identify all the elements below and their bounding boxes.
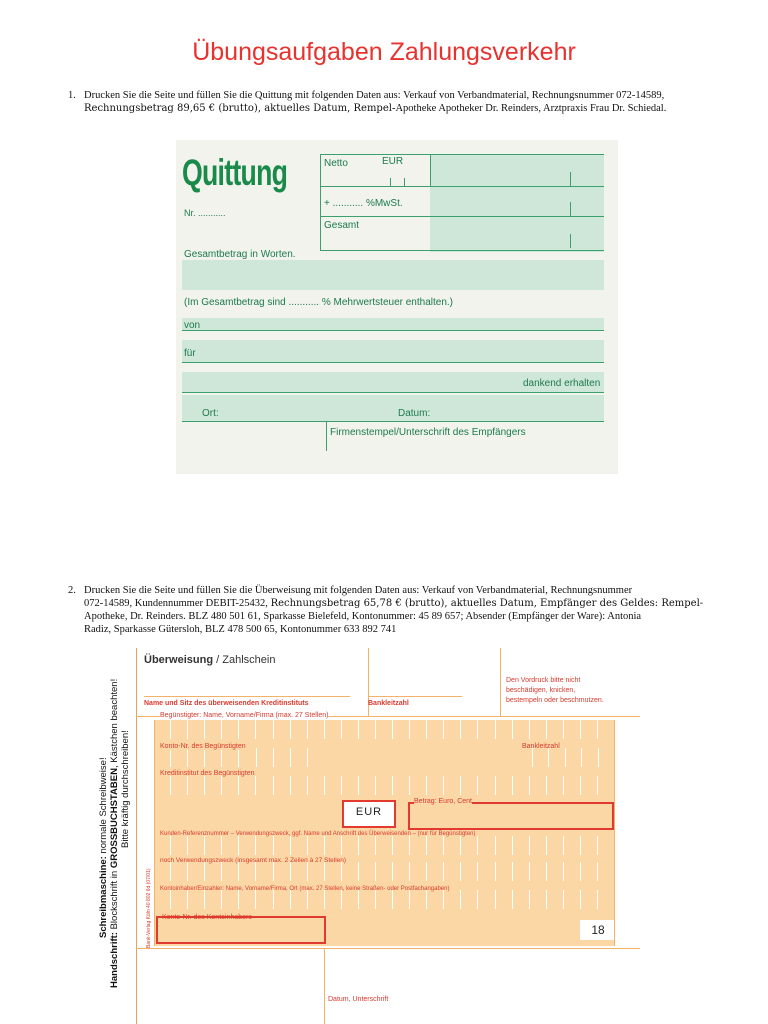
frame-line-bottom bbox=[136, 948, 640, 949]
side-text-2a: Handschrift: bbox=[109, 932, 120, 988]
char-cell[interactable] bbox=[221, 720, 238, 739]
char-cell[interactable] bbox=[170, 748, 187, 767]
char-cell[interactable] bbox=[187, 748, 204, 767]
char-cell[interactable] bbox=[307, 862, 324, 881]
char-cell[interactable] bbox=[273, 748, 290, 767]
char-cell[interactable] bbox=[477, 862, 494, 881]
char-cell[interactable] bbox=[204, 862, 221, 881]
char-cell[interactable] bbox=[187, 836, 204, 855]
ueberweisung-title-rest: / Zahlschein bbox=[213, 654, 276, 666]
task-2-number: 2. bbox=[68, 585, 76, 596]
char-cell[interactable] bbox=[529, 890, 546, 909]
char-cell[interactable] bbox=[477, 776, 494, 795]
quittung-worten-label: Gesamtbetrag in Worten. bbox=[184, 249, 296, 260]
ueberweisung-form bbox=[96, 648, 640, 1024]
char-cell[interactable] bbox=[392, 890, 409, 909]
char-cell[interactable] bbox=[565, 748, 582, 767]
task-1 bbox=[68, 89, 724, 115]
char-cell[interactable] bbox=[529, 862, 546, 881]
task-2-line-1: Drucken Sie die Seite und füllen Sie die Überweisung mit folgenden Daten aus: Verkauf von Verbandmaterial, Rechnungsnummer bbox=[84, 585, 633, 596]
quittung-mwst-label: + ........... %MwSt. bbox=[324, 198, 403, 209]
char-cell[interactable] bbox=[273, 776, 290, 795]
char-cell[interactable] bbox=[495, 720, 512, 739]
char-cell[interactable] bbox=[409, 776, 426, 795]
char-cell[interactable] bbox=[529, 776, 546, 795]
char-cell[interactable] bbox=[307, 836, 324, 855]
char-cell[interactable] bbox=[546, 836, 563, 855]
char-cell[interactable] bbox=[341, 890, 358, 909]
panel-left-edge bbox=[154, 720, 155, 946]
char-cell[interactable] bbox=[532, 748, 549, 767]
blz-line bbox=[368, 696, 462, 697]
quittung-divider-netto bbox=[430, 154, 431, 186]
char-cell[interactable] bbox=[580, 862, 597, 881]
char-cell[interactable] bbox=[358, 862, 375, 881]
char-cell[interactable] bbox=[548, 748, 565, 767]
char-cell[interactable] bbox=[221, 776, 238, 795]
char-cell[interactable] bbox=[580, 890, 597, 909]
char-cell[interactable] bbox=[324, 720, 341, 739]
quittung-band-ort bbox=[182, 395, 604, 421]
char-cell[interactable] bbox=[426, 720, 443, 739]
char-cell[interactable] bbox=[170, 890, 187, 909]
ueberweisung-title-bold: Überweisung bbox=[144, 654, 214, 666]
char-cell[interactable] bbox=[154, 748, 170, 767]
task-2 bbox=[68, 584, 724, 636]
task-2-line-2 bbox=[84, 597, 724, 610]
quittung-fuer-label: für bbox=[184, 348, 196, 359]
char-cell[interactable] bbox=[529, 720, 546, 739]
kontoinhaber-cells[interactable] bbox=[154, 890, 614, 909]
char-cell[interactable] bbox=[597, 836, 614, 855]
side-text-schreibmaschine bbox=[98, 757, 109, 938]
kontoinhaber-label: Kontoinhaber/Einzahler: Name, Vorname/Firma, Ort (max. 27 Stellen, keine Straßen- oder Postfachangaben) bbox=[160, 886, 450, 892]
quittung-band-fuer bbox=[182, 340, 604, 362]
task-1-bold: Rechnungsbetrag 89,65 € (brutto), aktuelles Datum, Rempel bbox=[84, 103, 392, 114]
char-cell[interactable] bbox=[375, 890, 392, 909]
char-cell[interactable] bbox=[529, 836, 546, 855]
char-cell[interactable] bbox=[580, 776, 597, 795]
quittung-tick-3 bbox=[570, 172, 571, 186]
datum-unterschrift-label: Datum, Unterschrift bbox=[328, 996, 389, 1003]
char-cell[interactable] bbox=[221, 748, 238, 767]
quittung-divider-stempel bbox=[326, 421, 327, 451]
name-sitz-label: Name und Sitz des überweisenden Kreditinstituts bbox=[144, 700, 309, 707]
char-cell[interactable] bbox=[409, 862, 426, 881]
char-cell[interactable] bbox=[392, 836, 409, 855]
char-cell[interactable] bbox=[443, 776, 460, 795]
char-cell[interactable] bbox=[204, 720, 221, 739]
eur-label: EUR bbox=[355, 806, 383, 818]
char-cell[interactable] bbox=[477, 836, 494, 855]
char-cell[interactable] bbox=[290, 720, 307, 739]
notice-line-3: bestempeln oder beschmutzen. bbox=[506, 697, 604, 704]
bankleitzahl-label: Bankleitzahl bbox=[368, 700, 409, 707]
char-cell[interactable] bbox=[477, 720, 494, 739]
char-cell[interactable] bbox=[307, 890, 324, 909]
quittung-ort-label: Ort: bbox=[202, 408, 219, 419]
char-cell[interactable] bbox=[307, 776, 324, 795]
quittung-words-band bbox=[182, 260, 604, 290]
char-cell[interactable] bbox=[238, 836, 255, 855]
char-cell[interactable] bbox=[204, 776, 221, 795]
char-cell[interactable] bbox=[460, 776, 477, 795]
kunden-referenz-cells[interactable] bbox=[154, 836, 614, 855]
quittung-eur-label: EUR bbox=[382, 156, 404, 167]
quittung-von-label: von bbox=[184, 320, 201, 331]
task-1-line-2-rest: -Apotheke Apotheker Dr. Reinders, Arztpraxis Frau Dr. Schiedal. bbox=[391, 103, 667, 114]
char-cell[interactable] bbox=[477, 890, 494, 909]
char-cell[interactable] bbox=[495, 862, 512, 881]
char-cell[interactable] bbox=[392, 776, 409, 795]
quittung-tick-5 bbox=[570, 234, 571, 248]
char-cell[interactable] bbox=[443, 720, 460, 739]
char-cell[interactable] bbox=[392, 720, 409, 739]
char-cell[interactable] bbox=[597, 776, 614, 795]
char-cell[interactable] bbox=[324, 836, 341, 855]
char-cell[interactable] bbox=[460, 862, 477, 881]
konto-beguenstigter-cells[interactable] bbox=[154, 748, 324, 767]
betrag-label: Betrag: Euro, Cent bbox=[414, 798, 472, 805]
frame-divider-blz-right bbox=[500, 648, 501, 716]
quittung-netto-label: Netto bbox=[324, 158, 348, 169]
blz-beguenstigter-cells[interactable] bbox=[516, 748, 614, 767]
char-cell[interactable] bbox=[238, 720, 255, 739]
char-cell[interactable] bbox=[204, 836, 221, 855]
char-cell[interactable] bbox=[221, 890, 238, 909]
ueberweisung-notice bbox=[506, 676, 604, 706]
verlag-note: Bank-Verlag Köln 40 802 6d (07/01) bbox=[146, 868, 152, 948]
char-cell[interactable] bbox=[154, 890, 170, 909]
char-cell[interactable] bbox=[154, 836, 170, 855]
char-cell[interactable] bbox=[307, 748, 324, 767]
char-cell[interactable] bbox=[580, 836, 597, 855]
quittung-line-netto bbox=[320, 186, 604, 187]
side-text-kraeftig: Bitte kräftig durchschreiben! bbox=[120, 730, 131, 848]
quittung-dankend-label: dankend erhalten bbox=[523, 378, 601, 389]
kreditinstitut-cells[interactable] bbox=[154, 776, 614, 795]
char-cell[interactable] bbox=[598, 748, 615, 767]
char-cell[interactable] bbox=[154, 862, 170, 881]
char-cell[interactable] bbox=[443, 862, 460, 881]
quittung-line-dankend bbox=[182, 392, 604, 393]
char-cell[interactable] bbox=[563, 776, 580, 795]
quittung-band-von bbox=[182, 318, 604, 330]
char-cell[interactable] bbox=[187, 720, 204, 739]
char-cell[interactable] bbox=[221, 836, 238, 855]
char-cell[interactable] bbox=[460, 890, 477, 909]
quittung-title: Quittung bbox=[182, 152, 288, 193]
quittung-line-gesamt bbox=[320, 250, 604, 251]
char-cell[interactable] bbox=[290, 748, 307, 767]
char-cell[interactable] bbox=[409, 720, 426, 739]
verwendungszweck-cells[interactable] bbox=[154, 862, 614, 881]
char-cell[interactable] bbox=[546, 720, 563, 739]
side-text-1-rest: normale Schreibweise! bbox=[98, 757, 109, 857]
task-2-line-4: Radiz, Sparkasse Gütersloh, BLZ 478 500 65, Kontonummer 633 892 741 bbox=[84, 624, 397, 635]
quittung-line-top bbox=[320, 154, 604, 155]
char-cell[interactable] bbox=[375, 836, 392, 855]
kunden-referenz-label: Kunden-Referenznummer – Verwendungszweck, ggf. Name und Anschrift des Überweisenden – (nur für Begünstigten) bbox=[160, 831, 476, 837]
char-cell[interactable] bbox=[341, 720, 358, 739]
char-cell[interactable] bbox=[375, 862, 392, 881]
quittung-tick-4 bbox=[570, 202, 571, 216]
char-cell[interactable] bbox=[495, 836, 512, 855]
char-cell[interactable] bbox=[255, 862, 272, 881]
char-cell[interactable] bbox=[563, 890, 580, 909]
char-cell[interactable] bbox=[426, 776, 443, 795]
task-1-line-2 bbox=[84, 102, 724, 115]
char-cell[interactable] bbox=[426, 890, 443, 909]
page-title: Übungsaufgaben Zahlungsverkehr bbox=[192, 38, 576, 66]
ueberweisung-title bbox=[144, 654, 275, 666]
frame-left bbox=[136, 648, 137, 1024]
beguenstigter-cells[interactable] bbox=[154, 720, 614, 739]
char-cell[interactable] bbox=[409, 836, 426, 855]
char-cell[interactable] bbox=[255, 776, 272, 795]
char-cell[interactable] bbox=[495, 776, 512, 795]
konto-inhaber-label: Konto-Nr. des Kontoinhabers bbox=[162, 914, 252, 921]
side-text-2d: , Kästchen beachten! bbox=[109, 678, 120, 769]
char-cell[interactable] bbox=[563, 720, 580, 739]
char-cell[interactable] bbox=[546, 890, 563, 909]
quittung-form bbox=[176, 140, 618, 474]
char-cell[interactable] bbox=[563, 836, 580, 855]
char-cell[interactable] bbox=[409, 890, 426, 909]
char-cell[interactable] bbox=[324, 890, 341, 909]
frame-divider-datum bbox=[324, 948, 325, 1024]
char-cell[interactable] bbox=[273, 836, 290, 855]
char-cell[interactable] bbox=[563, 862, 580, 881]
char-cell[interactable] bbox=[238, 862, 255, 881]
char-cell[interactable] bbox=[375, 720, 392, 739]
char-cell[interactable] bbox=[255, 890, 272, 909]
char-cell[interactable] bbox=[341, 776, 358, 795]
kreditinstitut-label: Kreditinstitut des Begünstigten bbox=[160, 770, 255, 777]
quittung-mwst-note: (Im Gesamtbetrag sind ........... % Mehrwertsteuer enthalten.) bbox=[184, 297, 453, 308]
char-cell[interactable] bbox=[358, 836, 375, 855]
char-cell[interactable] bbox=[341, 836, 358, 855]
quittung-tick-2 bbox=[404, 178, 405, 186]
char-cell[interactable] bbox=[170, 836, 187, 855]
quittung-line-mwst bbox=[320, 216, 604, 217]
char-cell[interactable] bbox=[290, 862, 307, 881]
char-cell[interactable] bbox=[426, 836, 443, 855]
char-cell[interactable] bbox=[597, 890, 614, 909]
char-cell[interactable] bbox=[512, 720, 529, 739]
char-cell[interactable] bbox=[460, 720, 477, 739]
char-cell[interactable] bbox=[324, 776, 341, 795]
char-cell[interactable] bbox=[170, 776, 187, 795]
char-cell[interactable] bbox=[443, 836, 460, 855]
char-cell[interactable] bbox=[154, 720, 170, 739]
char-cell[interactable] bbox=[273, 890, 290, 909]
quittung-line-ort bbox=[182, 421, 604, 422]
quittung-stempel-label: Firmenstempel/Unterschrift des Empfängers bbox=[330, 427, 526, 438]
char-cell[interactable] bbox=[512, 890, 529, 909]
beguenstigter-label: Begünstigter: Name, Vorname/Firma (max. 27 Stellen) bbox=[160, 712, 329, 719]
char-cell[interactable] bbox=[290, 836, 307, 855]
char-cell[interactable] bbox=[375, 776, 392, 795]
char-cell[interactable] bbox=[597, 720, 614, 739]
quittung-line-fuer bbox=[182, 362, 604, 363]
char-cell[interactable] bbox=[324, 862, 341, 881]
char-cell[interactable] bbox=[512, 862, 529, 881]
konto-beguenstigter-label: Konto-Nr. des Begünstigten bbox=[160, 743, 246, 750]
task-2-line-3: Apotheke, Dr. Reinders. BLZ 480 501 61, Sparkasse Bielefeld, Kontonummer: 45 89 657; Absender (Empfänger der Ware): Antonia bbox=[84, 611, 642, 622]
char-cell[interactable] bbox=[580, 720, 597, 739]
char-cell[interactable] bbox=[358, 890, 375, 909]
char-cell[interactable] bbox=[273, 862, 290, 881]
char-cell[interactable] bbox=[358, 776, 375, 795]
char-cell[interactable] bbox=[204, 890, 221, 909]
char-cell[interactable] bbox=[238, 890, 255, 909]
quittung-amount-shade bbox=[430, 154, 604, 252]
char-cell[interactable] bbox=[546, 862, 563, 881]
char-cell[interactable] bbox=[290, 776, 307, 795]
char-cell[interactable] bbox=[238, 776, 255, 795]
verwendungszweck-label: noch Verwendungszweck (insgesamt max. 2 Zeilen à 27 Stellen) bbox=[160, 857, 347, 864]
quittung-line-von bbox=[182, 330, 604, 331]
char-cell[interactable] bbox=[170, 720, 187, 739]
char-cell[interactable] bbox=[204, 748, 221, 767]
char-cell[interactable] bbox=[495, 890, 512, 909]
char-cell[interactable] bbox=[516, 748, 532, 767]
char-cell[interactable] bbox=[460, 836, 477, 855]
quittung-gesamt-label: Gesamt bbox=[324, 220, 360, 231]
char-cell[interactable] bbox=[358, 720, 375, 739]
notice-line-2: beschädigen, knicken, bbox=[506, 687, 576, 694]
char-cell[interactable] bbox=[341, 862, 358, 881]
side-text-1-bold: Schreibmaschine: bbox=[98, 856, 109, 938]
char-cell[interactable] bbox=[187, 862, 204, 881]
char-cell[interactable] bbox=[290, 890, 307, 909]
task-2-bold: Rechnungsbetrag 65,78 € (brutto), aktuelles Datum, Empfänger des Geldes: Rempel- bbox=[270, 598, 704, 609]
char-cell[interactable] bbox=[255, 720, 272, 739]
char-cell[interactable] bbox=[238, 748, 255, 767]
notice-line-1: Den Vordruck bitte nicht bbox=[506, 677, 581, 684]
panel-right-edge bbox=[614, 720, 615, 946]
char-cell[interactable] bbox=[187, 890, 204, 909]
char-cell[interactable] bbox=[307, 720, 324, 739]
char-cell[interactable] bbox=[546, 776, 563, 795]
char-cell[interactable] bbox=[154, 776, 170, 795]
quittung-nr-label: Nr. ........... bbox=[184, 208, 226, 218]
side-text-handschrift bbox=[109, 679, 120, 988]
task-1-line-1: Drucken Sie die Seite und füllen Sie die Quittung mit folgenden Daten aus: Verkauf von Verbandmaterial, Rechnungsnummer 072-14589, bbox=[84, 90, 665, 101]
quittung-divider-left bbox=[320, 154, 321, 250]
task-2-line-2a: 072-14589, Kundennummer DEBIT-25432, bbox=[84, 598, 271, 609]
char-cell[interactable] bbox=[221, 862, 238, 881]
code-box: 18 bbox=[580, 920, 616, 940]
char-cell[interactable] bbox=[443, 890, 460, 909]
quittung-datum-label: Datum: bbox=[398, 408, 431, 419]
char-cell[interactable] bbox=[255, 836, 272, 855]
char-cell[interactable] bbox=[392, 862, 409, 881]
side-text-2b: Blockschrift in bbox=[109, 868, 120, 933]
char-cell[interactable] bbox=[273, 720, 290, 739]
char-cell[interactable] bbox=[187, 776, 204, 795]
quittung-tick-1 bbox=[390, 178, 391, 186]
bankleitzahl-2-label: Bankleitzahl bbox=[522, 743, 560, 750]
char-cell[interactable] bbox=[581, 748, 598, 767]
char-cell[interactable] bbox=[170, 862, 187, 881]
char-cell[interactable] bbox=[597, 862, 614, 881]
char-cell[interactable] bbox=[426, 862, 443, 881]
kreditinstitut-line bbox=[144, 696, 350, 697]
side-text-2c: GROSSBUCHSTABEN bbox=[109, 768, 120, 869]
char-cell[interactable] bbox=[512, 776, 529, 795]
betrag-box[interactable] bbox=[408, 802, 614, 830]
task-1-number: 1. bbox=[68, 90, 76, 101]
char-cell[interactable] bbox=[512, 836, 529, 855]
char-cell[interactable] bbox=[256, 748, 273, 767]
